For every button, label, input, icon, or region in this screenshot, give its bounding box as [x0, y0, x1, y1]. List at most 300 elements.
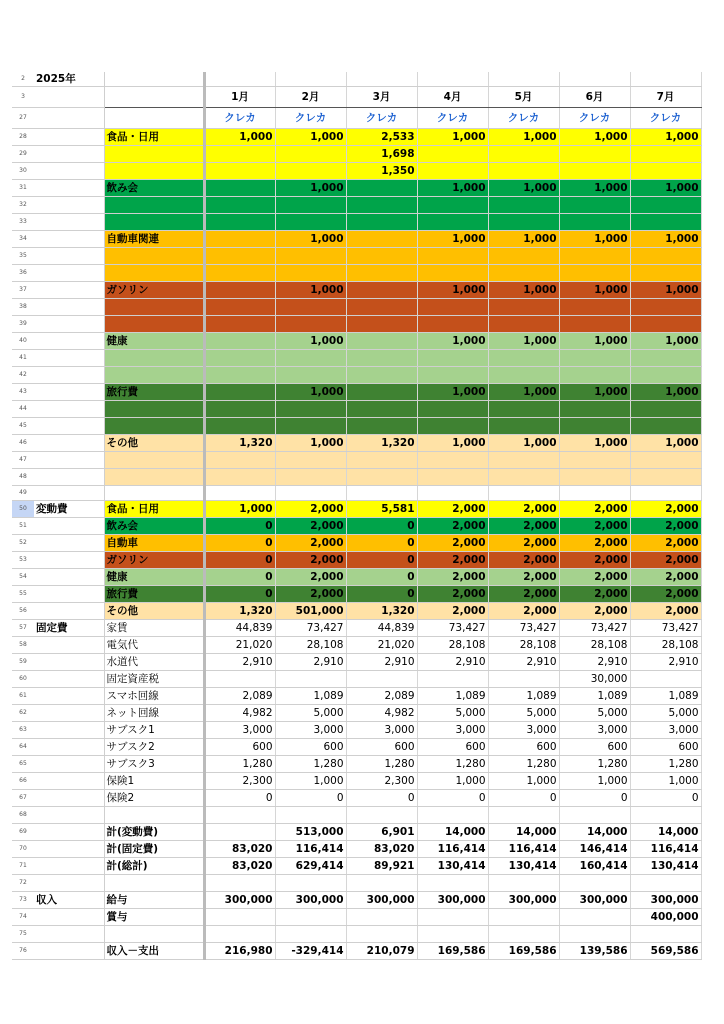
value-cell[interactable]: 1,000 [630, 333, 701, 350]
value-cell[interactable]: 14,000 [488, 824, 559, 841]
value-cell[interactable] [488, 909, 559, 926]
section-label-cell[interactable] [34, 316, 104, 333]
category-label-cell[interactable]: 保険1 [104, 773, 204, 790]
value-cell[interactable] [346, 452, 417, 469]
value-cell[interactable]: 3,000 [275, 722, 346, 739]
value-cell[interactable] [346, 671, 417, 688]
section-label-cell[interactable] [34, 688, 104, 705]
section-label-cell[interactable] [34, 943, 104, 960]
category-label-cell[interactable] [104, 401, 204, 418]
value-cell[interactable]: 2,000 [417, 586, 488, 603]
value-cell[interactable]: 1,280 [417, 756, 488, 773]
value-cell[interactable]: 2,300 [346, 773, 417, 790]
section-label-cell[interactable]: 収入 [34, 892, 104, 909]
value-cell[interactable] [275, 418, 346, 435]
month-header[interactable]: 4月 [417, 87, 488, 108]
category-label-cell[interactable] [104, 452, 204, 469]
value-cell[interactable]: 2,000 [488, 552, 559, 569]
value-cell[interactable]: 0 [204, 586, 275, 603]
value-cell[interactable]: 0 [559, 790, 630, 807]
value-cell[interactable]: 30,000 [559, 671, 630, 688]
value-cell[interactable] [204, 824, 275, 841]
value-cell[interactable]: 600 [417, 739, 488, 756]
section-label-cell[interactable] [34, 87, 104, 108]
row-number[interactable]: 32 [12, 197, 34, 214]
section-label-cell[interactable] [34, 535, 104, 552]
value-cell[interactable]: 2,000 [275, 552, 346, 569]
value-cell[interactable] [204, 926, 275, 943]
value-cell[interactable]: 2,910 [417, 654, 488, 671]
value-cell[interactable]: 3,000 [417, 722, 488, 739]
value-cell[interactable]: 5,000 [630, 705, 701, 722]
value-cell[interactable] [204, 367, 275, 384]
row-number[interactable]: 76 [12, 943, 34, 960]
value-cell[interactable] [630, 316, 701, 333]
row-number[interactable]: 46 [12, 435, 34, 452]
value-cell[interactable]: 1,000 [559, 282, 630, 299]
value-cell[interactable] [275, 807, 346, 824]
month-header[interactable]: 1月 [204, 87, 275, 108]
value-cell[interactable]: 2,300 [204, 773, 275, 790]
row-number[interactable]: 70 [12, 841, 34, 858]
section-label-cell[interactable] [34, 756, 104, 773]
value-cell[interactable]: 44,839 [204, 620, 275, 637]
value-cell[interactable]: 0 [204, 518, 275, 535]
value-cell[interactable] [630, 452, 701, 469]
value-cell[interactable]: 1,000 [488, 129, 559, 146]
value-cell[interactable]: 2,000 [630, 603, 701, 620]
value-cell[interactable]: 2,000 [630, 569, 701, 586]
section-label-cell[interactable] [34, 435, 104, 452]
value-cell[interactable]: 513,000 [275, 824, 346, 841]
value-cell[interactable]: 6,901 [346, 824, 417, 841]
value-cell[interactable] [630, 926, 701, 943]
value-cell[interactable] [204, 197, 275, 214]
value-cell[interactable]: 28,108 [488, 637, 559, 654]
value-cell[interactable]: 73,427 [559, 620, 630, 637]
row-number[interactable]: 62 [12, 705, 34, 722]
category-label-cell[interactable]: サブスク2 [104, 739, 204, 756]
value-cell[interactable]: 2,000 [417, 603, 488, 620]
value-cell[interactable]: 1,000 [630, 282, 701, 299]
value-cell[interactable]: 1,000 [275, 282, 346, 299]
value-cell[interactable] [346, 926, 417, 943]
category-label-cell[interactable] [104, 163, 204, 180]
value-cell[interactable] [488, 265, 559, 282]
value-cell[interactable]: 1,000 [630, 231, 701, 248]
value-cell[interactable] [630, 671, 701, 688]
row-number[interactable]: 68 [12, 807, 34, 824]
value-cell[interactable] [630, 469, 701, 486]
value-cell[interactable] [346, 248, 417, 265]
value-cell[interactable] [346, 299, 417, 316]
value-cell[interactable] [630, 418, 701, 435]
value-cell[interactable]: 146,414 [559, 841, 630, 858]
value-cell[interactable]: 3,000 [488, 722, 559, 739]
value-cell[interactable]: 2,000 [559, 586, 630, 603]
value-cell[interactable] [275, 671, 346, 688]
value-cell[interactable] [417, 163, 488, 180]
value-cell[interactable]: 0 [346, 569, 417, 586]
section-label-cell[interactable] [34, 486, 104, 501]
value-cell[interactable]: 0 [204, 552, 275, 569]
value-cell[interactable] [417, 452, 488, 469]
value-cell[interactable] [204, 418, 275, 435]
value-cell[interactable]: 1,280 [630, 756, 701, 773]
value-cell[interactable] [346, 180, 417, 197]
value-cell[interactable] [204, 909, 275, 926]
value-cell[interactable]: 5,581 [346, 501, 417, 518]
section-label-cell[interactable] [34, 350, 104, 367]
category-label-cell[interactable] [104, 350, 204, 367]
section-label-cell[interactable] [34, 231, 104, 248]
value-cell[interactable] [559, 926, 630, 943]
value-cell[interactable]: 1,000 [488, 773, 559, 790]
value-cell[interactable]: 1,000 [275, 333, 346, 350]
section-label-cell[interactable]: 固定費 [34, 620, 104, 637]
value-cell[interactable]: 300,000 [630, 892, 701, 909]
value-cell[interactable]: 0 [488, 790, 559, 807]
category-label-cell[interactable]: 固定資産税 [104, 671, 204, 688]
row-number[interactable]: 35 [12, 248, 34, 265]
value-cell[interactable] [346, 367, 417, 384]
value-cell[interactable]: 0 [204, 790, 275, 807]
value-cell[interactable]: 1,698 [346, 146, 417, 163]
value-cell[interactable] [488, 401, 559, 418]
value-cell[interactable] [204, 875, 275, 892]
value-cell[interactable] [559, 316, 630, 333]
category-label-cell[interactable] [104, 926, 204, 943]
section-label-cell[interactable] [34, 265, 104, 282]
value-cell[interactable]: 1,089 [488, 688, 559, 705]
section-label-cell[interactable] [34, 384, 104, 401]
value-cell[interactable]: 1,000 [559, 435, 630, 452]
payment-method-cell[interactable]: クレカ [275, 108, 346, 129]
value-cell[interactable] [204, 350, 275, 367]
row-number[interactable]: 3 [12, 87, 34, 108]
payment-method-cell[interactable]: クレカ [559, 108, 630, 129]
value-cell[interactable]: 210,079 [346, 943, 417, 960]
value-cell[interactable] [204, 163, 275, 180]
value-cell[interactable]: 1,000 [275, 773, 346, 790]
value-cell[interactable]: 73,427 [488, 620, 559, 637]
row-number[interactable]: 38 [12, 299, 34, 316]
value-cell[interactable]: 1,000 [275, 435, 346, 452]
value-cell[interactable]: 4,982 [346, 705, 417, 722]
value-cell[interactable]: 130,414 [630, 858, 701, 875]
value-cell[interactable]: 2,910 [275, 654, 346, 671]
value-cell[interactable]: 1,000 [275, 384, 346, 401]
value-cell[interactable]: 28,108 [417, 637, 488, 654]
row-number[interactable]: 65 [12, 756, 34, 773]
value-cell[interactable]: 2,000 [417, 535, 488, 552]
value-cell[interactable] [346, 807, 417, 824]
value-cell[interactable] [559, 807, 630, 824]
section-label-cell[interactable] [34, 586, 104, 603]
value-cell[interactable] [630, 265, 701, 282]
value-cell[interactable]: 1,320 [346, 603, 417, 620]
value-cell[interactable] [204, 146, 275, 163]
value-cell[interactable]: 0 [346, 552, 417, 569]
value-cell[interactable]: 1,320 [204, 435, 275, 452]
value-cell[interactable] [417, 299, 488, 316]
value-cell[interactable]: 216,980 [204, 943, 275, 960]
value-cell[interactable]: 300,000 [275, 892, 346, 909]
value-cell[interactable]: 2,000 [488, 603, 559, 620]
section-label-cell[interactable] [34, 129, 104, 146]
value-cell[interactable]: 3,000 [630, 722, 701, 739]
value-cell[interactable]: 1,000 [630, 384, 701, 401]
value-cell[interactable] [488, 926, 559, 943]
value-cell[interactable]: 5,000 [488, 705, 559, 722]
value-cell[interactable] [488, 163, 559, 180]
value-cell[interactable]: 1,320 [346, 435, 417, 452]
value-cell[interactable]: 44,839 [346, 620, 417, 637]
value-cell[interactable] [346, 214, 417, 231]
value-cell[interactable]: 0 [630, 790, 701, 807]
value-cell[interactable] [488, 316, 559, 333]
row-number[interactable]: 57 [12, 620, 34, 637]
value-cell[interactable]: 1,000 [559, 129, 630, 146]
payment-method-cell[interactable]: クレカ [417, 108, 488, 129]
section-label-cell[interactable] [34, 739, 104, 756]
category-label-cell[interactable] [104, 418, 204, 435]
category-label-cell[interactable] [104, 108, 204, 129]
row-number[interactable]: 36 [12, 265, 34, 282]
value-cell[interactable] [630, 214, 701, 231]
value-cell[interactable] [346, 350, 417, 367]
value-cell[interactable]: 1,000 [417, 129, 488, 146]
category-label-cell[interactable] [104, 367, 204, 384]
value-cell[interactable] [417, 486, 488, 501]
category-label-cell[interactable] [104, 807, 204, 824]
value-cell[interactable]: 2,000 [275, 535, 346, 552]
value-cell[interactable] [559, 486, 630, 501]
value-cell[interactable] [204, 807, 275, 824]
row-number[interactable]: 44 [12, 401, 34, 418]
row-number[interactable]: 47 [12, 452, 34, 469]
section-label-cell[interactable] [34, 333, 104, 350]
value-cell[interactable]: 5,000 [417, 705, 488, 722]
category-label-cell[interactable] [104, 248, 204, 265]
value-cell[interactable]: 1,000 [417, 384, 488, 401]
value-cell[interactable]: 28,108 [630, 637, 701, 654]
section-label-cell[interactable] [34, 248, 104, 265]
value-cell[interactable] [275, 350, 346, 367]
section-label-cell[interactable] [34, 569, 104, 586]
value-cell[interactable] [204, 214, 275, 231]
value-cell[interactable] [275, 197, 346, 214]
value-cell[interactable]: 2,000 [488, 569, 559, 586]
value-cell[interactable]: 1,000 [559, 180, 630, 197]
category-label-cell[interactable] [104, 299, 204, 316]
value-cell[interactable] [275, 469, 346, 486]
section-label-cell[interactable] [34, 518, 104, 535]
value-cell[interactable]: 89,921 [346, 858, 417, 875]
value-cell[interactable] [630, 146, 701, 163]
value-cell[interactable]: 2,533 [346, 129, 417, 146]
value-cell[interactable]: 2,089 [346, 688, 417, 705]
month-header[interactable]: 3月 [346, 87, 417, 108]
section-label-cell[interactable] [34, 146, 104, 163]
value-cell[interactable] [204, 299, 275, 316]
value-cell[interactable]: 2,000 [275, 518, 346, 535]
section-label-cell[interactable] [34, 705, 104, 722]
value-cell[interactable] [488, 486, 559, 501]
value-cell[interactable] [204, 72, 275, 87]
section-label-cell[interactable] [34, 926, 104, 943]
value-cell[interactable]: 2,089 [204, 688, 275, 705]
category-label-cell[interactable]: スマホ回線 [104, 688, 204, 705]
value-cell[interactable] [488, 418, 559, 435]
value-cell[interactable]: 300,000 [488, 892, 559, 909]
value-cell[interactable] [275, 72, 346, 87]
section-label-cell[interactable] [34, 858, 104, 875]
row-number[interactable]: 73 [12, 892, 34, 909]
value-cell[interactable] [559, 163, 630, 180]
section-label-cell[interactable] [34, 452, 104, 469]
category-label-cell[interactable]: ガソリン [104, 282, 204, 299]
value-cell[interactable] [346, 909, 417, 926]
value-cell[interactable]: 169,586 [417, 943, 488, 960]
row-number[interactable]: 28 [12, 129, 34, 146]
value-cell[interactable] [204, 671, 275, 688]
value-cell[interactable] [559, 72, 630, 87]
row-number[interactable]: 29 [12, 146, 34, 163]
value-cell[interactable]: 1,000 [559, 333, 630, 350]
value-cell[interactable]: 2,000 [559, 501, 630, 518]
value-cell[interactable]: 600 [488, 739, 559, 756]
row-number[interactable]: 51 [12, 518, 34, 535]
value-cell[interactable] [417, 875, 488, 892]
value-cell[interactable] [275, 316, 346, 333]
row-number[interactable]: 56 [12, 603, 34, 620]
row-number[interactable]: 64 [12, 739, 34, 756]
value-cell[interactable]: 116,414 [488, 841, 559, 858]
value-cell[interactable] [559, 248, 630, 265]
value-cell[interactable]: 2,910 [630, 654, 701, 671]
value-cell[interactable] [488, 72, 559, 87]
section-label-cell[interactable] [34, 824, 104, 841]
section-label-cell[interactable] [34, 163, 104, 180]
value-cell[interactable]: 1,000 [417, 435, 488, 452]
value-cell[interactable]: 1,000 [559, 384, 630, 401]
value-cell[interactable] [488, 807, 559, 824]
value-cell[interactable] [417, 367, 488, 384]
value-cell[interactable]: 160,414 [559, 858, 630, 875]
value-cell[interactable]: 600 [559, 739, 630, 756]
category-label-cell[interactable] [104, 469, 204, 486]
value-cell[interactable]: 1,000 [417, 231, 488, 248]
value-cell[interactable]: 600 [275, 739, 346, 756]
value-cell[interactable]: 2,000 [630, 501, 701, 518]
value-cell[interactable] [488, 214, 559, 231]
value-cell[interactable]: 2,000 [630, 535, 701, 552]
row-number[interactable]: 45 [12, 418, 34, 435]
section-label-cell[interactable] [34, 807, 104, 824]
value-cell[interactable] [204, 333, 275, 350]
value-cell[interactable] [488, 248, 559, 265]
category-label-cell[interactable] [104, 265, 204, 282]
value-cell[interactable]: 1,000 [488, 384, 559, 401]
value-cell[interactable]: 1,350 [346, 163, 417, 180]
value-cell[interactable]: 14,000 [559, 824, 630, 841]
category-label-cell[interactable]: 賞与 [104, 909, 204, 926]
value-cell[interactable] [559, 452, 630, 469]
value-cell[interactable] [488, 671, 559, 688]
value-cell[interactable] [559, 265, 630, 282]
value-cell[interactable] [275, 146, 346, 163]
value-cell[interactable] [417, 807, 488, 824]
value-cell[interactable]: 2,000 [417, 518, 488, 535]
value-cell[interactable]: 139,586 [559, 943, 630, 960]
value-cell[interactable]: 1,000 [488, 282, 559, 299]
row-number[interactable]: 55 [12, 586, 34, 603]
row-number[interactable]: 53 [12, 552, 34, 569]
value-cell[interactable]: 130,414 [488, 858, 559, 875]
section-label-cell[interactable] [34, 418, 104, 435]
value-cell[interactable]: 1,000 [488, 231, 559, 248]
value-cell[interactable] [630, 807, 701, 824]
row-number[interactable]: 75 [12, 926, 34, 943]
section-label-cell[interactable] [34, 282, 104, 299]
category-label-cell[interactable]: サブスク1 [104, 722, 204, 739]
value-cell[interactable] [417, 265, 488, 282]
category-label-cell[interactable]: 計(総計) [104, 858, 204, 875]
row-number[interactable]: 49 [12, 486, 34, 501]
value-cell[interactable]: 2,000 [630, 518, 701, 535]
value-cell[interactable] [488, 875, 559, 892]
value-cell[interactable]: 1,000 [559, 231, 630, 248]
value-cell[interactable] [275, 299, 346, 316]
value-cell[interactable]: 2,000 [488, 501, 559, 518]
value-cell[interactable]: 21,020 [204, 637, 275, 654]
row-number[interactable]: 60 [12, 671, 34, 688]
value-cell[interactable]: 0 [204, 535, 275, 552]
month-header[interactable]: 7月 [630, 87, 701, 108]
category-label-cell[interactable]: 飲み会 [104, 180, 204, 197]
category-label-cell[interactable]: 健康 [104, 569, 204, 586]
section-label-cell[interactable] [34, 841, 104, 858]
category-label-cell[interactable]: 家賃 [104, 620, 204, 637]
category-label-cell[interactable] [104, 197, 204, 214]
section-label-cell[interactable] [34, 790, 104, 807]
value-cell[interactable] [630, 486, 701, 501]
value-cell[interactable]: 1,089 [275, 688, 346, 705]
value-cell[interactable]: 300,000 [559, 892, 630, 909]
category-label-cell[interactable]: 旅行費 [104, 384, 204, 401]
category-label-cell[interactable]: ネット回線 [104, 705, 204, 722]
value-cell[interactable] [346, 875, 417, 892]
section-label-cell[interactable] [34, 469, 104, 486]
value-cell[interactable] [630, 163, 701, 180]
value-cell[interactable] [346, 231, 417, 248]
value-cell[interactable] [275, 248, 346, 265]
value-cell[interactable] [630, 350, 701, 367]
section-label-cell[interactable] [34, 401, 104, 418]
value-cell[interactable] [346, 384, 417, 401]
payment-method-cell[interactable]: クレカ [488, 108, 559, 129]
value-cell[interactable]: 1,000 [417, 282, 488, 299]
value-cell[interactable]: -329,414 [275, 943, 346, 960]
value-cell[interactable]: 2,000 [559, 518, 630, 535]
category-label-cell[interactable]: 旅行費 [104, 586, 204, 603]
value-cell[interactable]: 14,000 [630, 824, 701, 841]
category-label-cell[interactable]: 食品・日用 [104, 129, 204, 146]
row-number[interactable]: 34 [12, 231, 34, 248]
payment-method-cell[interactable]: クレカ [630, 108, 701, 129]
value-cell[interactable] [346, 282, 417, 299]
